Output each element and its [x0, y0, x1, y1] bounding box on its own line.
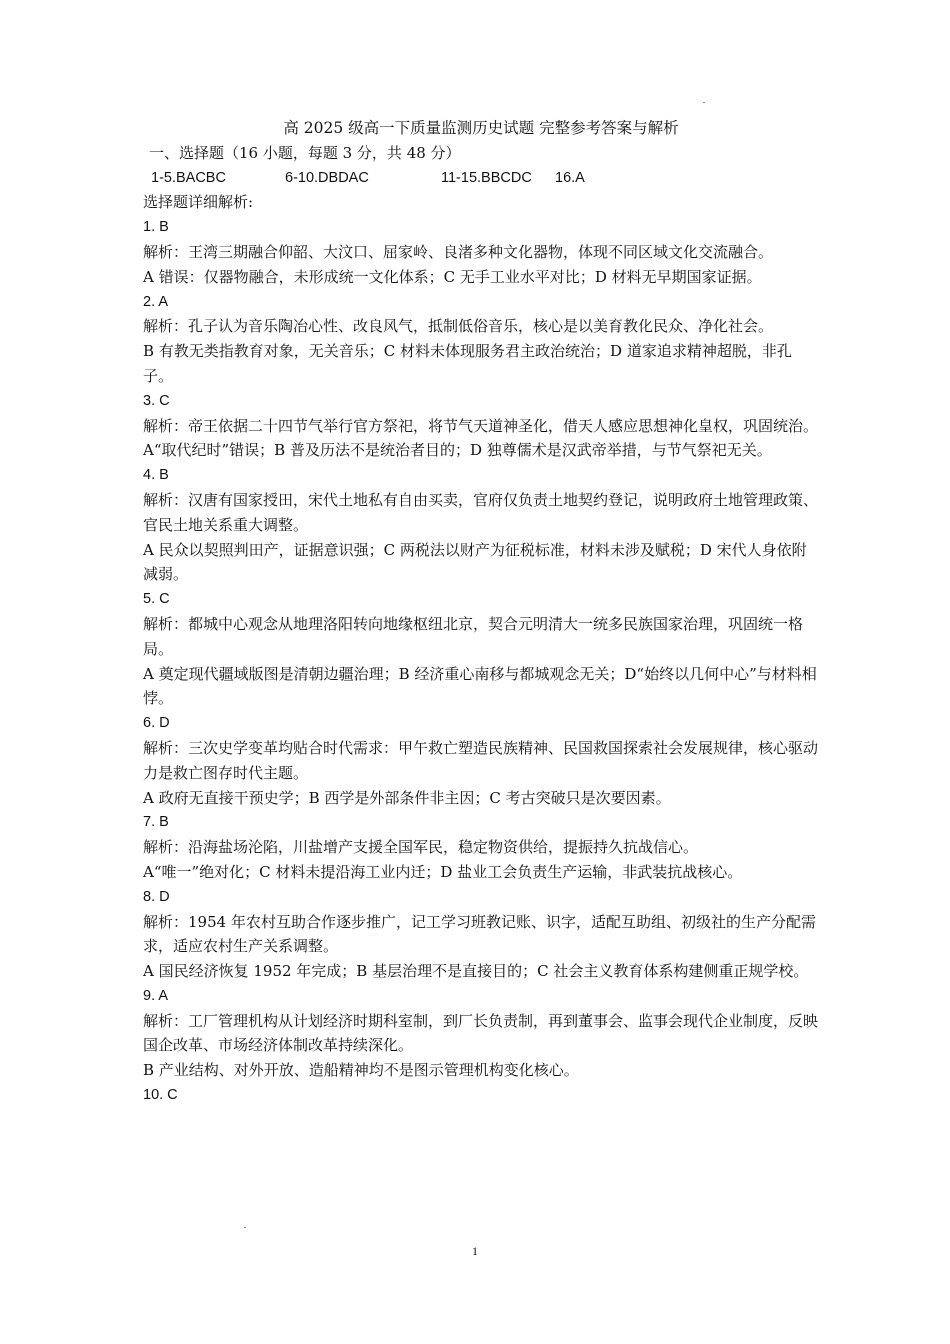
answer-key-16: 16.A [555, 169, 585, 186]
answer-key-11-15: 11-15.BBCDC [441, 169, 532, 186]
answer-key-6-10: 6-10.DBDAC [285, 169, 369, 186]
option-analysis-text: A 政府无直接干预史学；B 西学是外部条件非主因；C 考古突破只是次要因素。 [143, 788, 671, 807]
explanation-text: 解析：都城中心观念从地理洛阳转向地缘枢纽北京，契合元明清大一统多民族国家治理，巩固统一格局。 [143, 614, 804, 658]
section-heading: 一、选择题（16 小题，每题 3 分，共 48 分） [149, 143, 461, 162]
option-analysis-text: B 有教无类指教育对象，无关音乐；C 材料未体现服务君主政治统治；D 道家追求精神超脱，非孔子。 [143, 342, 792, 385]
explanation-text: 解析：汉唐有国家授田，宋代土地私有自由买卖，官府仅负责土地契约登记，说明政府土地管理政策、官民土地关系重大调整。 [143, 490, 819, 534]
option-analysis-text: A 国民经济恢复 1952 年完成；B 基层治理不是直接目的；C 社会主义教育体系构建侧重正规学校。 [143, 962, 809, 981]
answer-key-row [143, 166, 819, 191]
question-answer: 6. D [143, 715, 170, 732]
scan-speck [244, 1227, 246, 1228]
question-answer: 8. D [143, 888, 170, 905]
detail-heading: 选择题详细解析: [143, 193, 254, 212]
question-answer: 4. B [143, 467, 169, 484]
question-answer: 10. C [143, 1087, 178, 1104]
explanation-text: 解析：帝王依据二十四节气举行官方祭祀，将节气天道神圣化，借天人感应思想神化皇权，巩固统治。 [143, 416, 819, 435]
question-answer: 9. A [143, 987, 168, 1004]
question-answer: 2. A [143, 293, 168, 310]
answer-key-1-5: 1-5.BACBC [151, 169, 226, 186]
question-answer: 3. C [143, 392, 170, 409]
scan-speck [703, 102, 705, 103]
document-title: 高 2025 级高一下质量监测历史试题 完整参考答案与解析 [283, 119, 679, 137]
explanation-text: 解析：沿海盐场沦陷，川盐增产支援全国军民，稳定物资供给，提振持久抗战信心。 [143, 838, 699, 857]
option-analysis-text: B 产业结构、对外开放、造船精神均不是图示管理机构变化核心。 [143, 1061, 579, 1080]
option-analysis-text: A“取代纪时”错误；B 普及历法不是统治者目的；D 独尊儒术是汉武帝举措，与节气祭祀无关。 [143, 441, 772, 460]
option-analysis-text: A 民众以契照判田产，证据意识强；C 两税法以财产为征税标准，材料未涉及赋税；D 宋代人身依附减弱。 [143, 540, 807, 584]
question-answer: 1. B [143, 219, 169, 236]
explanation-text: 解析：王湾三期融合仰韶、大汶口、屈家岭、良渚多种文化器物，体现不同区域文化交流融合。 [143, 242, 774, 261]
question-answer: 5. C [143, 591, 170, 608]
explanation-text: 解析：三次史学变革均贴合时代需求：甲午救亡塑造民族精神、民国救国探索社会发展规律，核心驱动力是救亡图存时代主题。 [143, 738, 819, 782]
question-answer: 7. B [143, 814, 169, 831]
explanation-text: 解析：1954 年农村互助合作逐步推广，记工学习班教记账、识字，适配互助组、初级社的生产分配需求，适应农村生产关系调整。 [143, 912, 816, 956]
question-list [143, 215, 819, 1108]
option-analysis-text: A 错误：仅器物融合，未形成统一文化体系；C 无手工业水平对比；D 材料无早期国家证据。 [143, 267, 762, 286]
explanation-text: 解析：工厂管理机构从计划经济时期科室制，到厂长负责制，再到董事会、监事会现代企业制度，反映国企改革、市场经济体制改革持续深化。 [143, 1011, 819, 1055]
explanation-text: 解析：孔子认为音乐陶冶心性、改良风气，抵制低俗音乐，核心是以美育教化民众、净化社会。 [143, 317, 774, 336]
option-analysis-text: A“唯一”绝对化；C 材料未提沿海工业内迁；D 盐业工会负责生产运输，非武装抗战核心。 [143, 862, 743, 881]
option-analysis-text: A 奠定现代疆域版图是清朝边疆治理；B 经济重心南移与都城观念无关；D“始终以几何中心”与材料相悖。 [143, 664, 817, 708]
page-number: 1 [472, 1244, 478, 1258]
document-body [143, 116, 819, 1108]
